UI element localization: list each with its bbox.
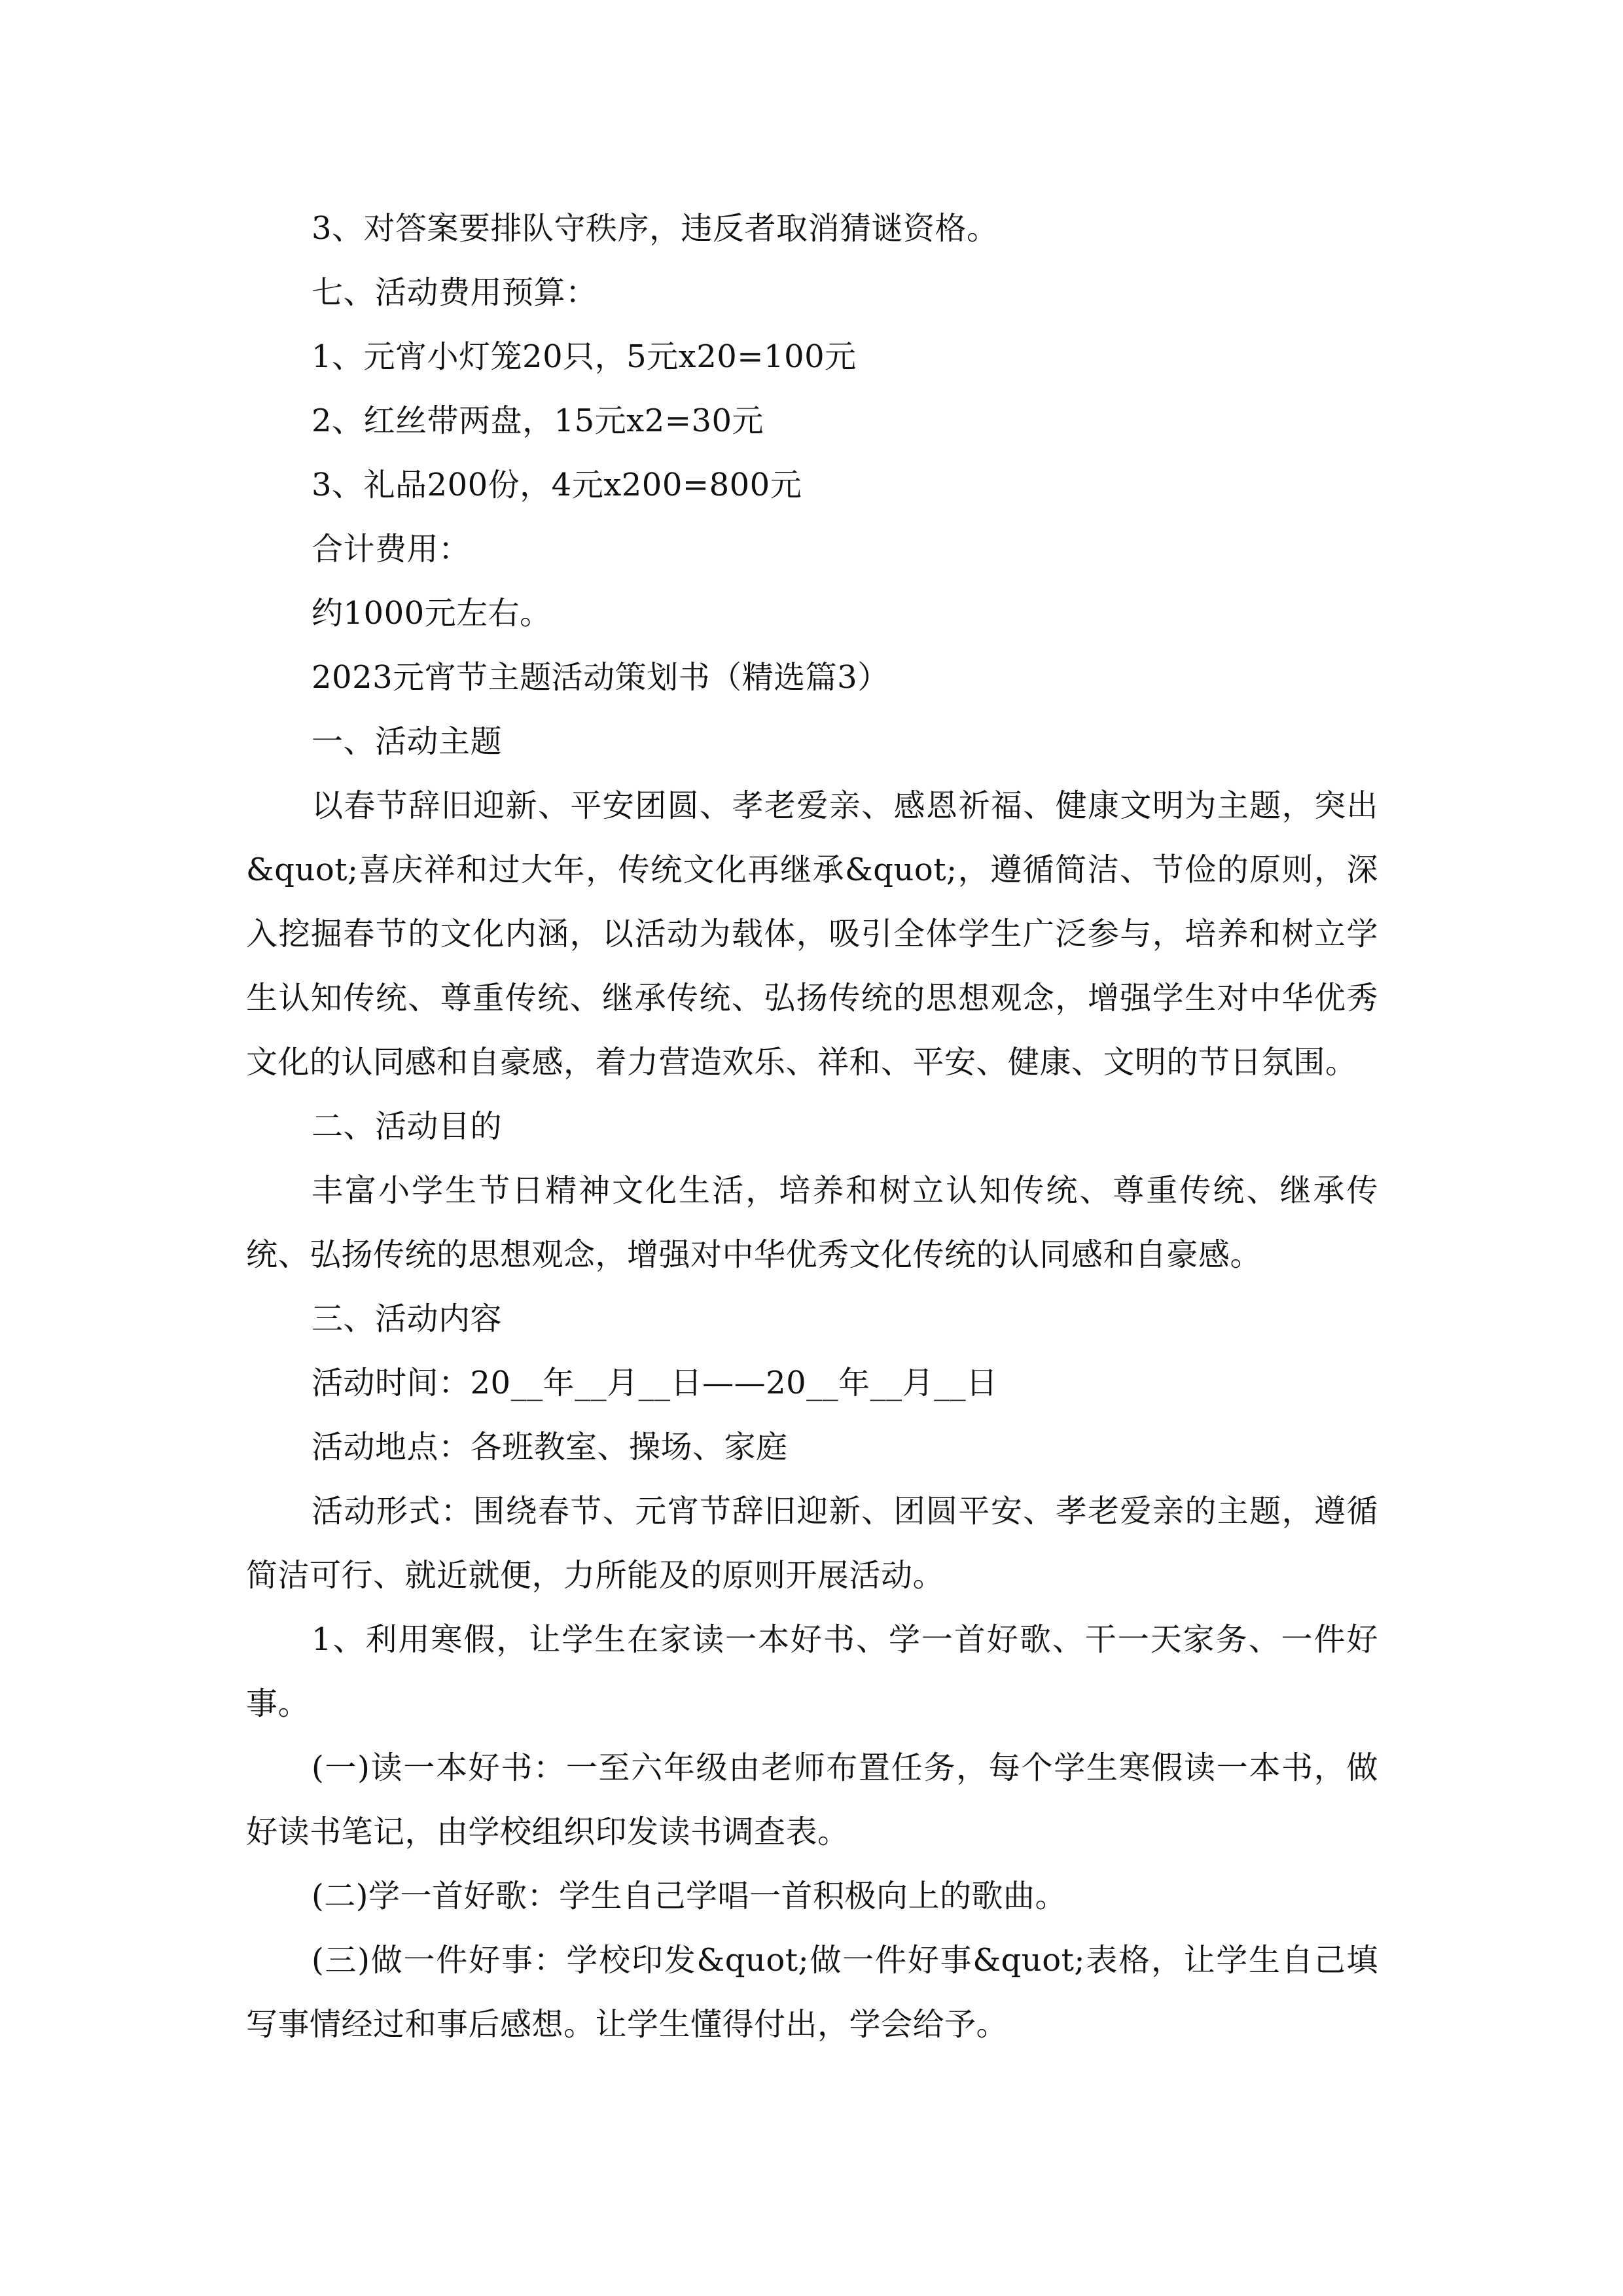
budget-item-ribbons: 2、红丝带两盘，15元x2=30元 bbox=[312, 403, 764, 439]
paragraph-format: 活动形式：围绕春节、元宵节辞旧迎新、团圆平安、孝老爱亲的主题，遵循简洁可行、就近就便，力所能及的原则开展活动。 bbox=[246, 1493, 1378, 1594]
heading-budget: 七、活动费用预算： bbox=[312, 274, 597, 311]
section-title: 2023元宵节主题活动策划书（精选篇3） bbox=[312, 659, 889, 696]
paragraph-time: 活动时间：20__年__月__日——20__年__月__日 bbox=[312, 1365, 998, 1401]
paragraph-theme: 以春节辞旧迎新、平安团圆、孝老爱亲、感恩祈福、健康文明为主题，突出&quot;喜庆祥和过大年，传统文化再继承&quot;，遵循简洁、节俭的原则，深入挖掘春节的文化内涵，以活动为载体，吸引全体学生广泛参与，培养和树立学生认知传统、尊重传统、继承传统、弘扬传统的思想观念，增强学生对中华优秀文化的认同感和自豪感，着力营造欢乐、祥和、平安、健康、文明的节日氛围。 bbox=[246, 787, 1378, 1081]
paragraph-item-good-deed: (三)做一件好事：学校印发&quot;做一件好事&quot;表格，让学生自己填写事情经过和事后感想。让学生懂得付出，学会给予。 bbox=[246, 1942, 1378, 2043]
budget-total-label: 合计费用： bbox=[312, 531, 471, 567]
heading-purpose: 二、活动目的 bbox=[312, 1108, 503, 1145]
paragraph-purpose: 丰富小学生节日精神文化生活，培养和树立认知传统、尊重传统、继承传统、弘扬传统的思想观念，增强对中华优秀文化传统的认同感和自豪感。 bbox=[246, 1172, 1378, 1273]
paragraph-rule-3: 3、对答案要排队守秩序，违反者取消猜谜资格。 bbox=[312, 210, 999, 247]
paragraph-item-read: (一)读一本好书：一至六年级由老师布置任务，每个学生寒假读一本书，做好读书笔记，由学校组织印发读书调查表。 bbox=[246, 1749, 1378, 1850]
document-body bbox=[246, 196, 1378, 2056]
heading-content: 三、活动内容 bbox=[312, 1300, 503, 1337]
budget-item-lanterns: 1、元宵小灯笼20只，5元x20=100元 bbox=[312, 338, 857, 375]
paragraph-item-song: (二)学一首好歌：学生自己学唱一首积极向上的歌曲。 bbox=[312, 1878, 1067, 1914]
paragraph-location: 活动地点：各班教室、操场、家庭 bbox=[312, 1429, 788, 1465]
heading-theme: 一、活动主题 bbox=[312, 723, 503, 760]
budget-total-value: 约1000元左右。 bbox=[312, 595, 552, 632]
paragraph-item-1: 1、利用寒假，让学生在家读一本好书、学一首好歌、干一天家务、一件好事。 bbox=[246, 1621, 1378, 1722]
budget-item-gifts: 3、礼品200份，4元x200=800元 bbox=[312, 467, 802, 503]
